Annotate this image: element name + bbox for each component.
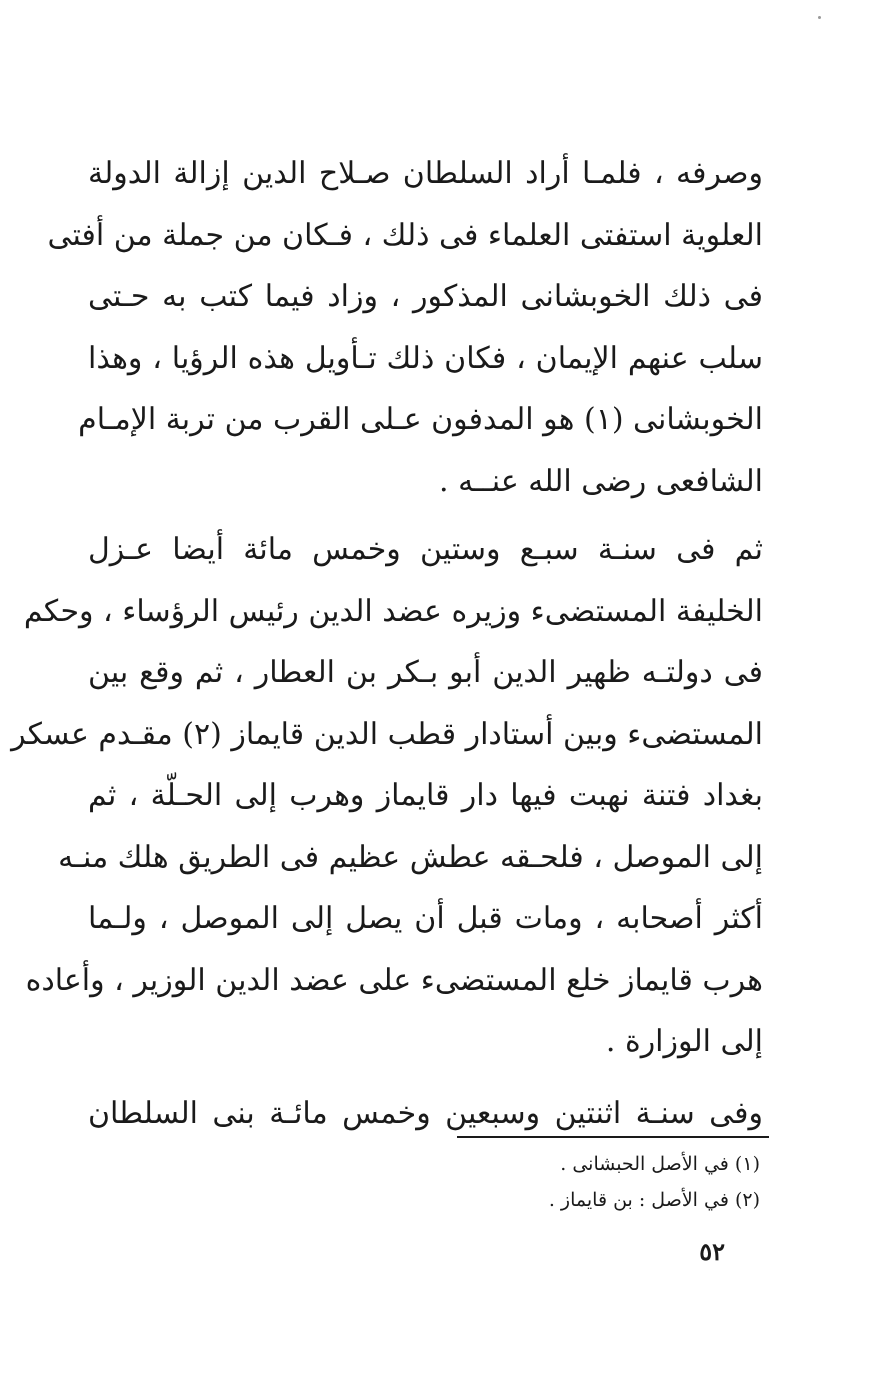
text-line: فى ذلك الخوبشانى المذكور ، وزاد فيما كتب به حـتى [88, 279, 763, 314]
text-line: الشافعى رضى الله عنــه . [439, 463, 763, 499]
footnote-1: (١) في الأصل الحبشانى . [560, 1153, 760, 1175]
text-line: الخليفة المستضىء وزيره عضد الدين رئيس الرؤساء ، وحكم [23, 593, 763, 629]
footnotes [300, 1146, 760, 1218]
text-line: ثم فى سنـة سبـع وستين وخمس مائة أيضا عـزل [88, 532, 763, 567]
text-line: فى دولتـه ظهير الدين أبو بـكر بن العطار ، ثم وقع بين [88, 655, 763, 690]
text-line: إلى الوزارة . [605, 1024, 763, 1059]
footnote-2: (٢) في الأصل : بن قايماز . [548, 1189, 760, 1211]
text-line: العلوية استفتى العلماء فى ذلك ، فـكان من جملة من أفتى [47, 217, 763, 253]
scan-speck [818, 16, 821, 19]
text-line: بغداد فتنة نهبت فيها دار قايماز وهرب إلى الحـلّة ، ثم [88, 778, 763, 813]
text-line: المستضىء وبين أستادار قطب الدين قايماز (٢) مقـدم عسكر [11, 716, 763, 752]
footnote-separator [457, 1136, 769, 1138]
text-line: الخوبشانى (١) هو المدفون عـلى القرب من تربة الإمـام [78, 402, 763, 437]
text-line: أكثر أصحابه ، ومات قبل أن يصل إلى الموصل ، ولـما [88, 901, 763, 936]
text-line: إلى الموصل ، فلحـقه عطش عظيم فى الطريق هلك منـه [58, 839, 763, 875]
page-number: ٥٢ [699, 1237, 725, 1266]
text-line: وصرفه ، فلمـا أراد السلطان صـلاح الدين إزالة الدولة [88, 156, 763, 191]
text-line: هرب قايماز خلع المستضىء على عضد الدين الوزير ، وأعاده [25, 962, 763, 998]
paragraph-2 [11, 519, 763, 1073]
text-line: سلب عنهم الإيمان ، فكان ذلك تـأويل هذه الرؤيا ، وهذا [88, 340, 763, 376]
text-line: وفى سنـة اثنتين وسبعين وخمس مائـة بنى السلطان [88, 1096, 763, 1131]
paragraph-1 [47, 143, 763, 512]
